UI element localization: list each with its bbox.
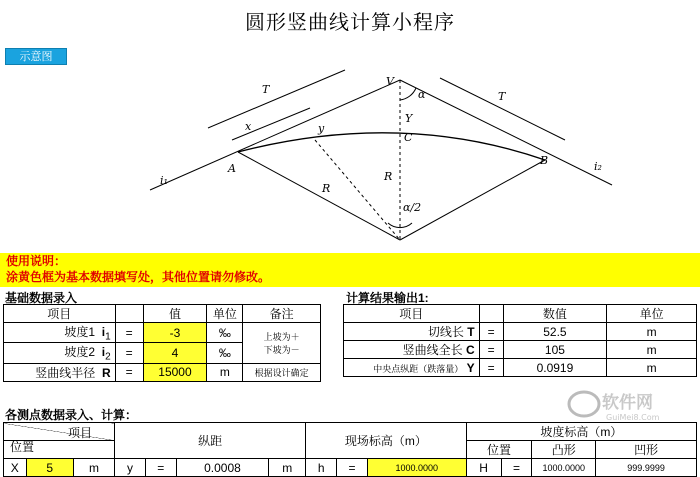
unit-cell: m	[207, 363, 243, 381]
unit-cell: ‰	[207, 323, 243, 343]
label-i1: i₁	[160, 174, 168, 187]
ordinate-y-value: 0.0008	[176, 459, 269, 477]
label-T1: T	[262, 83, 270, 96]
mid-ordinate-value: 0.0919	[503, 359, 607, 377]
label-y: y	[318, 122, 325, 135]
table-row: X 5 m y = 0.0008 m h = 1000.0000 H = 1000.0000 999.9999	[4, 459, 697, 477]
header-unit: 单位	[607, 305, 697, 323]
row-label: 竖曲线半径 R	[4, 363, 116, 381]
usage-text: 涂黄色框为基本数据填写处，其他位置请勿修改。	[6, 270, 271, 284]
radius-line-1	[238, 152, 400, 240]
header-convex: 凸形	[532, 441, 596, 459]
radius-line-2	[400, 160, 545, 240]
output-table	[343, 304, 697, 377]
unit-cell: ‰	[207, 343, 243, 363]
label-alpha: α	[418, 88, 426, 101]
page-title: 圆形竖曲线计算小程序	[245, 12, 455, 34]
table-header-row	[344, 305, 697, 323]
table-row: 竖曲线全长 C = 105 m	[344, 341, 697, 359]
usage-title: 使用说明：	[6, 254, 67, 268]
table-header-row	[4, 305, 321, 323]
label-T2: T	[498, 90, 506, 103]
header-item: 项目	[4, 305, 116, 323]
basic-section-title: 基础数据录入	[5, 291, 78, 305]
header-slope-elevation: 坡度标高（m）	[466, 423, 696, 441]
label-i2: i₂	[594, 160, 602, 173]
angle-alpha-arc	[400, 88, 416, 100]
header-value: 值	[143, 305, 207, 323]
slope-note: 上坡为＋ 下坡为－	[243, 323, 321, 364]
header-field-elevation: 现场标高（m）	[306, 423, 466, 459]
header-note: 备注	[243, 305, 321, 323]
tangent-line-i1	[150, 80, 400, 190]
svg-text:软件网: 软件网	[602, 393, 653, 413]
tangent-length-value: 52.5	[503, 323, 607, 341]
label-A: A	[228, 162, 236, 175]
header-slope-position: 位置	[466, 441, 532, 459]
radius-input[interactable]: 15000	[143, 363, 207, 381]
label-B: B	[540, 154, 549, 167]
label-R2: R	[384, 170, 393, 183]
slope2-input[interactable]: 4	[143, 343, 207, 363]
row-label: 坡度2 $i_2$	[4, 343, 116, 363]
dim-T1	[208, 70, 345, 128]
label-x: x	[245, 120, 252, 133]
diagram-button[interactable]: 示意图	[5, 48, 67, 65]
slope1-input[interactable]: -3	[143, 323, 207, 343]
table-row: 坡度2 $i_2$ = 4 ‰	[4, 343, 321, 363]
label-alpha-half: α/2	[403, 201, 422, 214]
measure-section-title: 各测点数据录入、计算：	[5, 408, 138, 422]
tangent-line-i2	[400, 80, 612, 185]
output-section-title: 计算结果输出1:	[346, 291, 429, 305]
table-row: 竖曲线半径 R = 15000 m 根据设计确定	[4, 363, 321, 381]
row-label: 坡度1 $i_1$	[4, 323, 116, 343]
curve-length-value: 105	[503, 341, 607, 359]
table-row: 中央点纵距（跌落量） Y = 0.0919 m	[344, 359, 697, 377]
usage-notice	[0, 253, 700, 287]
table-row: 切线长 T = 52.5 m	[344, 323, 697, 341]
label-V: V	[386, 75, 394, 88]
corner-header: 项目 位置	[4, 423, 115, 441]
radius-note: 根据设计确定	[243, 363, 321, 381]
basic-data-table	[3, 304, 321, 382]
label-R1: R	[322, 182, 331, 195]
convex-elevation-value: 1000.0000	[532, 459, 596, 477]
concave-elevation-value: 999.9999	[596, 459, 697, 477]
label-Y: Y	[405, 112, 413, 125]
table-row: 坡度1 $i_1$ = -3 ‰ 上坡为＋ 下坡为－	[4, 323, 321, 343]
vertical-curve-arc	[238, 133, 545, 160]
label-C: C	[404, 131, 413, 144]
header-item: 项目	[344, 305, 480, 323]
watermark-logo	[566, 384, 696, 424]
header-unit: 单位	[207, 305, 243, 323]
header-concave: 凹形	[596, 441, 697, 459]
header-value: 数值	[503, 305, 607, 323]
field-elevation-input[interactable]: 1000.0000	[367, 459, 466, 477]
distance-x-input[interactable]: 5	[26, 459, 73, 477]
header-zongju: 纵距	[115, 423, 306, 459]
svg-text:GuiMei8.Com: GuiMei8.Com	[606, 413, 660, 422]
vertical-curve-diagram	[140, 68, 620, 248]
